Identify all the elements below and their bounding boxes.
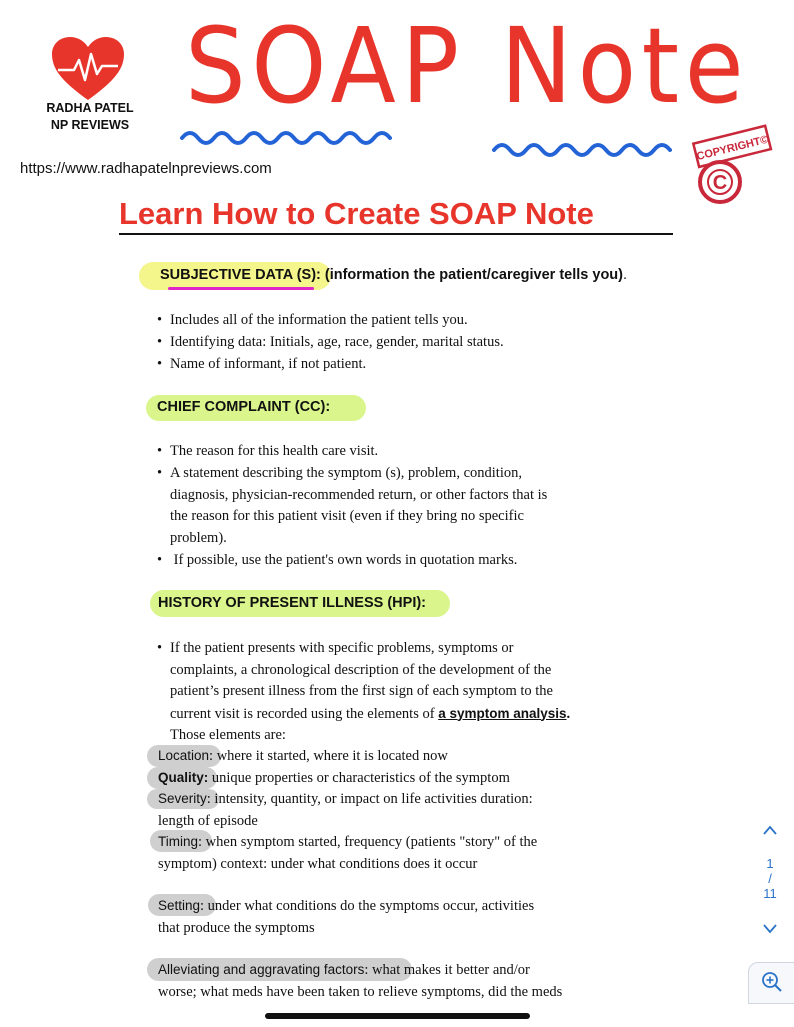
title-squiggle-left: [178, 126, 393, 148]
bullet-text: Includes all of the information the patient tells you.: [170, 312, 468, 328]
page-separator: /: [768, 871, 772, 886]
page-current: 1: [766, 856, 774, 871]
heart-logo-icon: [50, 36, 126, 102]
bullet-line: complaints, a chronological description of the development of the: [170, 661, 552, 678]
bullet-line: the reason for this patient visit (even if they bring no specific: [170, 508, 524, 524]
bullet-line: [170, 703, 570, 726]
element-setting: [158, 895, 534, 939]
bullet-line: If the patient presents with specific problems, symptoms or: [170, 640, 514, 656]
page-down-icon[interactable]: [762, 922, 778, 934]
list-item: • The reason for this health care visit.: [157, 443, 379, 459]
svg-text:C: C: [712, 172, 728, 194]
bullet-text: The reason for this health care visit.: [170, 443, 379, 459]
bullet-line-end: .: [566, 705, 571, 722]
bullet-line: patient’s present illness from the first sign of each symptom to the: [170, 683, 553, 699]
timing-text: : when symptom started, frequency (patients "story" of the: [198, 834, 538, 850]
element-alleviating: [158, 959, 562, 1003]
alleviating-text: : what makes it better and/or: [364, 962, 530, 978]
location-text: : where it started, where it is located now: [209, 748, 448, 764]
title-squiggle-right: [490, 138, 690, 160]
severity-text: : intensity, quantity, or impact on life activities duration:: [206, 791, 533, 807]
bullet-line: diagnosis, physician-recommended return, or other factors that is: [170, 486, 548, 503]
bullet-line: problem).: [170, 529, 227, 546]
element-quality: [158, 767, 510, 790]
bullet-text: If possible, use the patient's own words in quotation marks.: [170, 552, 518, 568]
element-severity: [158, 788, 533, 832]
subjective-underline: [168, 287, 314, 290]
subjective-heading: [160, 267, 627, 283]
subjective-heading-label: SUBJECTIVE DATA (S):: [160, 267, 321, 283]
element-timing: [158, 831, 537, 875]
subtitle: Learn How to Create SOAP Note: [119, 196, 594, 231]
page-title: SOAP Note: [185, 5, 750, 127]
copyright-stamp-icon: [690, 120, 782, 212]
timing-line-2: symptom) context: under what conditions does it occur: [158, 855, 478, 872]
brand-line-2: NP REVIEWS: [50, 118, 130, 132]
setting-term: Setting: [158, 898, 201, 913]
bullet-line: A statement describing the symptom (s), problem, condition,: [170, 465, 522, 481]
hpi-heading: HISTORY OF PRESENT ILLNESS (HPI):: [158, 595, 427, 611]
list-item: • Name of informant, if not patient.: [157, 356, 367, 372]
severity-term: Severity: [158, 791, 207, 806]
page-up-icon[interactable]: [762, 824, 778, 836]
element-location: [158, 745, 448, 768]
bullet-text: Name of informant, if not patient.: [170, 356, 367, 372]
brand-name: [30, 100, 150, 134]
timing-term: Timing: [158, 834, 199, 849]
svg-text:COPYRIGHT©: COPYRIGHT©: [695, 133, 770, 164]
zoom-button[interactable]: [748, 962, 794, 1004]
zoom-in-icon: [761, 971, 783, 993]
list-item: • Includes all of the information the patient tells you.: [157, 312, 468, 328]
list-item: • If possible, use the patient's own words in quotation marks.: [157, 552, 518, 568]
bullet-line-text: current visit is recorded using the elements of: [170, 705, 439, 722]
home-indicator[interactable]: [265, 1013, 530, 1019]
brand-line-1: RADHA PATEL: [46, 101, 134, 115]
bullet-line: Those elements are:: [170, 727, 286, 743]
alleviating-term: Alleviating and aggravating factors: [158, 962, 365, 977]
website-url[interactable]: https://www.radhapatelnpreviews.com: [20, 160, 272, 177]
subjective-heading-end: .: [623, 267, 628, 283]
severity-line-2: length of episode: [158, 812, 258, 829]
subtitle-underline: [119, 233, 673, 235]
setting-text: : under what conditions do the symptoms occur, activities: [200, 898, 535, 914]
quality-text: unique properties or characteristics of the symptom: [208, 770, 510, 786]
list-item: • If the patient presents with specific problems, symptoms or complaints, a chronological description of the development of the patient’s present illness from the first sign of each symptom to the current visit is recorded using the elements of a symptom analysis. Those elements are:: [170, 638, 570, 747]
subjective-heading-note: (information the patient/caregiver tells you): [324, 267, 623, 283]
page-total: 11: [763, 886, 777, 901]
cc-heading: CHIEF COMPLAINT (CC):: [157, 399, 331, 415]
bullet-text: Identifying data: Initials, age, race, gender, marital status.: [170, 334, 504, 350]
list-item: • Identifying data: Initials, age, race, gender, marital status.: [157, 334, 504, 350]
quality-term: Quality:: [158, 770, 209, 785]
setting-line-2: that produce the symptoms: [158, 919, 315, 936]
page-indicator: [752, 856, 788, 901]
location-term: Location: [158, 748, 210, 763]
list-item: • A statement describing the symptom (s), problem, condition, diagnosis, physician-recommended return, or other factors that is the reason for this patient visit (even if they bring no specific problem).: [170, 463, 547, 549]
alleviating-line-2: worse; what meds have been taken to relieve symptoms, did the meds: [158, 983, 563, 1000]
symptom-analysis-link[interactable]: a symptom analysis: [438, 705, 567, 721]
